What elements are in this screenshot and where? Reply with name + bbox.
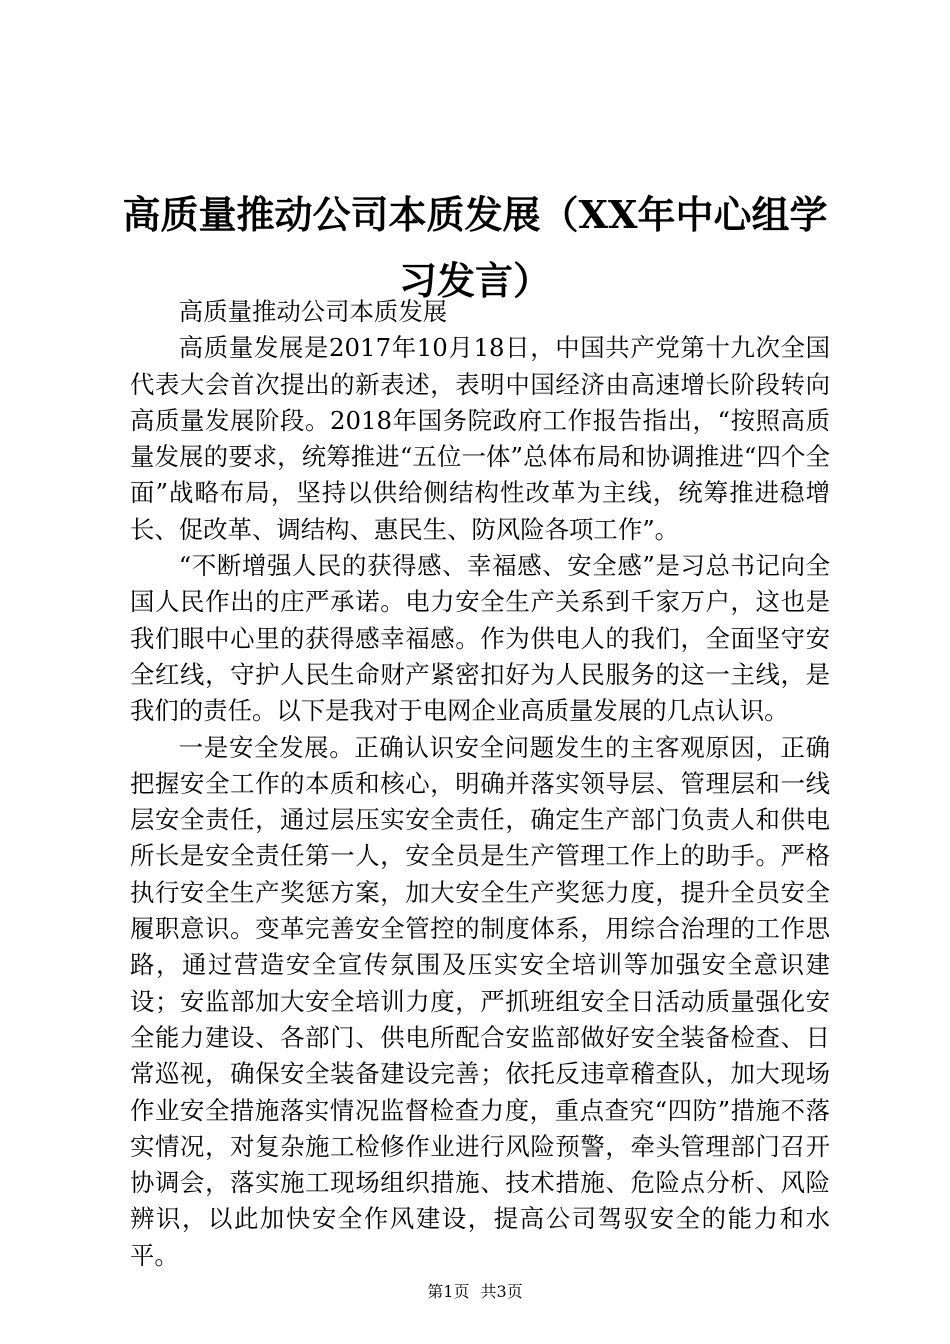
document-title: 高质量推动公司本质发展（XX年中心组学习发言） bbox=[122, 192, 828, 303]
document-body bbox=[130, 294, 830, 1274]
page-footer bbox=[0, 1280, 950, 1304]
body-paragraph: 高质量发展是2017年10月18日，中国共产党第十九次全国代表大会首次提出的新表述，表明中国经济由高速增长阶段转向高质量发展阶段。2018年国务院政府工作报告指出，“按照高质量发展的要求，统筹推进“五位一体”总体布局和协调推进“四个全面”战略布局，坚持以供给侧结构性改革为主线，统筹推进稳增长、促改革、调结构、惠民生、防风险各项工作”。 bbox=[130, 333, 830, 544]
page-number: 第1页 bbox=[427, 1282, 470, 1301]
body-paragraph: 一是安全发展。正确认识安全问题发生的主客观原因，正确把握安全工作的本质和核心，明确并落实领导层、管理层和一线层安全责任，通过层压实安全责任，确定生产部门负责人和供电所长是安全责任第一人，安全员是生产管理工作上的助手。严格执行安全生产奖惩方案，加大安全生产奖惩力度，提升全员安全履职意识。变革完善安全管控的制度体系，用综合治理的工作思路，通过营造安全宣传氛围及压实安全培训等加强安全意识建设；安监部加大安全培训力度，严抓班组安全日活动质量强化安全能力建设、各部门、供电所配合安监部做好安全装备检查、日常巡视，确保安全装备建设完善；依托反违章稽查队，加大现场作业安全措施落实情况监督检查力度，重点查究“四防”措施不落实情况，对复杂施工检修作业进行风险预警，牵头管理部门召开协调会，落实施工现场组织措施、技术措施、危险点分析、风险辨识，以此加快安全作风建设，提高公司驾驭安全的能力和水平。 bbox=[130, 732, 830, 1270]
subtitle-paragraph: 高质量推动公司本质发展 bbox=[178, 297, 448, 326]
page-total: 共3页 bbox=[480, 1282, 523, 1301]
body-paragraph: “不断增强人民的获得感、幸福感、安全感”是习总书记向全国人民作出的庄严承诺。电力安全生产关系到千家万户，这也是我们眼中心里的获得感幸福感。作为供电人的我们，全面坚守安全红线，守护人民生命财产紧密扣好为人民服务的这一主线，是我们的责任。以下是我对于电网企业高质量发展的几点认识。 bbox=[130, 551, 830, 726]
